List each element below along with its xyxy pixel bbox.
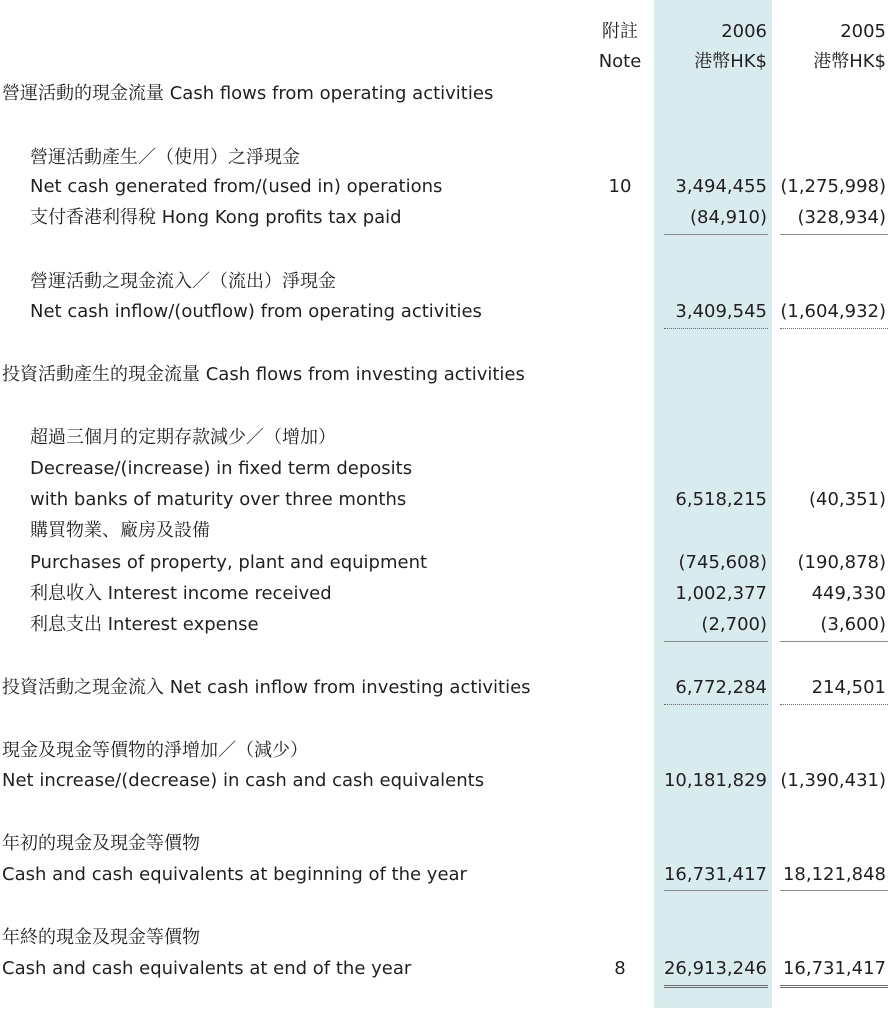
year-2005-header: 2005 (840, 21, 886, 42)
beginning-label-zh: 年初的現金及現金等價物 (2, 833, 200, 854)
deposits-label-en-2: with banks of maturity over three months (30, 489, 407, 510)
operating-generated-2005: (1,275,998) (780, 176, 886, 197)
total-rule-2006 (664, 328, 768, 329)
interest-income-label: 利息收入 Interest income received (30, 583, 332, 604)
deposits-label-en-1: Decrease/(increase) in fixed term deposits (30, 458, 413, 479)
interest-income-2006: 1,002,377 (675, 583, 767, 604)
ppe-2006: (745,608) (678, 552, 767, 573)
net-change-2006: 10,181,829 (663, 770, 767, 791)
subtotal-rule-2006 (664, 890, 768, 891)
operating-generated-label-en: Net cash generated from/(used in) operations (30, 176, 443, 197)
ending-label-en: Cash and cash equivalents at end of the year (2, 958, 412, 979)
grand-total-double-rule-2006 (664, 985, 768, 988)
interest-expense-2005: (3,600) (820, 614, 886, 635)
note-header-en: Note (598, 51, 642, 72)
investing-net-2006: 6,772,284 (675, 677, 767, 698)
ending-2006: 26,913,246 (663, 958, 767, 979)
operating-net-2006: 3,409,545 (675, 301, 767, 322)
grand-total-double-rule-2005 (780, 985, 888, 988)
ppe-2005: (190,878) (797, 552, 886, 573)
note-header-zh: 附註 (602, 21, 638, 42)
interest-expense-label: 利息支出 Interest expense (30, 614, 259, 635)
currency-2005-header: 港幣HK$ (813, 51, 886, 72)
subtotal-rule-2006 (664, 234, 768, 235)
currency-2006-header: 港幣HK$ (694, 51, 767, 72)
deposits-label-zh: 超過三個月的定期存款減少／（增加） (30, 427, 336, 448)
ppe-label-zh: 購買物業、廠房及設備 (30, 520, 210, 541)
operating-generated-2006: 3,494,455 (675, 176, 767, 197)
deposits-2005: (40,351) (808, 489, 886, 510)
operating-generated-label-zh: 營運活動產生／（使用）之淨現金 (30, 147, 300, 168)
operating-net-label-en: Net cash inflow/(outflow) from operating activities (30, 301, 482, 322)
subtotal-rule-2005 (780, 641, 888, 642)
operating-generated-note: 10 (608, 176, 632, 197)
investing-net-label: 投資活動之現金流入 Net cash inflow from investing activities (2, 677, 531, 698)
investing-net-2005: 214,501 (811, 677, 886, 698)
net-change-label-en: Net increase/(decrease) in cash and cash equivalents (2, 770, 485, 791)
deposits-2006: 6,518,215 (675, 489, 767, 510)
beginning-label-en: Cash and cash equivalents at beginning of the year (2, 864, 467, 885)
total-rule-2005 (780, 704, 888, 705)
subtotal-rule-2006 (664, 641, 768, 642)
tax-paid-2006: (84,910) (689, 207, 767, 228)
ending-2005: 16,731,417 (782, 958, 886, 979)
net-change-2005: (1,390,431) (780, 770, 886, 791)
ending-note: 8 (614, 958, 626, 979)
ppe-label-en: Purchases of property, plant and equipment (30, 552, 428, 573)
total-rule-2005 (780, 328, 888, 329)
operating-section-heading: 營運活動的現金流量 Cash flows from operating activities (2, 83, 494, 104)
beginning-2006: 16,731,417 (663, 864, 767, 885)
operating-net-2005: (1,604,932) (780, 301, 886, 322)
year-2006-header: 2006 (721, 21, 767, 42)
beginning-2005: 18,121,848 (782, 864, 886, 885)
tax-paid-label: 支付香港利得稅 Hong Kong profits tax paid (30, 207, 402, 228)
subtotal-rule-2005 (780, 890, 888, 891)
investing-section-heading: 投資活動產生的現金流量 Cash flows from investing activities (2, 364, 525, 385)
interest-expense-2006: (2,700) (701, 614, 767, 635)
ending-label-zh: 年終的現金及現金等價物 (2, 927, 200, 948)
total-rule-2006 (664, 704, 768, 705)
net-change-label-zh: 現金及現金等價物的淨增加／（減少） (2, 740, 308, 761)
tax-paid-2005: (328,934) (797, 207, 886, 228)
operating-net-label-zh: 營運活動之現金流入／（流出）淨現金 (30, 271, 336, 292)
interest-income-2005: 449,330 (811, 583, 886, 604)
subtotal-rule-2005 (780, 234, 888, 235)
